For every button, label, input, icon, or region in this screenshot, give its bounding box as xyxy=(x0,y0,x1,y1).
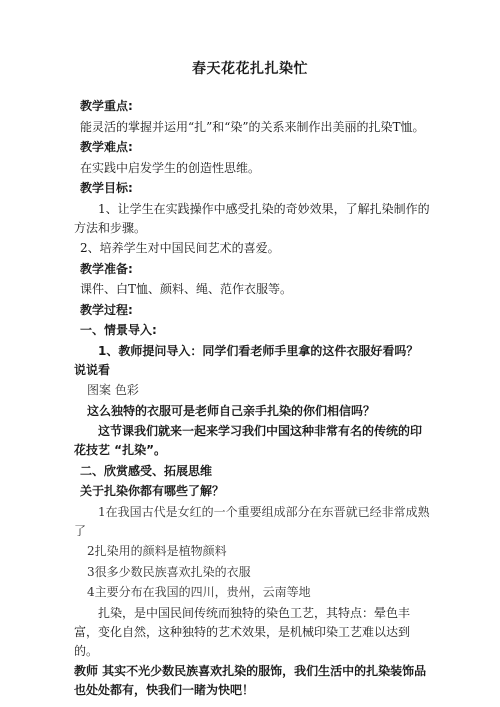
prep-heading: 教学准备: xyxy=(80,261,133,276)
prep-text: 课件、白T恤、颜料、绳、范作衣服等。 xyxy=(80,282,293,296)
section-1-heading: 一、情景导入: xyxy=(80,323,157,337)
about-question: 关于扎染你都有哪些了解？ xyxy=(80,484,225,498)
key-points-heading: 教学重点: xyxy=(80,99,133,113)
step-1-question: 1、教师提问导入：同学们看老师手里拿的这件衣服好看吗？说说看 xyxy=(74,343,419,377)
key-points-text: 能灵活的掌握并运用“扎”和“染”的关系来制作出美丽的扎染T恤。 xyxy=(80,119,425,134)
intro-line: 这节课我们就来一起来学习我们中国这种非常有名的传统的印花技艺 “扎染”。 xyxy=(74,424,423,457)
document-title: 春天花花扎扎染忙 xyxy=(192,61,308,77)
believe-question: 这么独特的衣服可是老师自己亲手扎染的你们相信吗？ xyxy=(87,403,376,418)
document-body xyxy=(74,97,430,702)
section-2-heading: 二、欣赏感受、拓展思维 xyxy=(80,463,213,478)
goals-heading: 教学目标: xyxy=(80,181,133,195)
fact-3: 3很多少数民族喜欢扎染的衣服 xyxy=(87,564,251,579)
fact-1: 1在我国古代是女红的一个重要组成部分在东晋就已经非常成熟了 xyxy=(74,504,430,538)
difficulty-heading: 教学难点: xyxy=(80,140,133,154)
difficulty-text: 在实践中启发学生的创造性思维。 xyxy=(80,160,261,175)
fact-4: 4主要分布在我国的四川，贵州，云南等地 xyxy=(87,585,311,599)
process-heading: 教学过程: xyxy=(80,302,133,317)
fact-2: 2扎染用的颜料是植物颜料 xyxy=(87,544,227,558)
goal-1: 1、让学生在实践操作中感受扎染的奇妙效果，了解扎染制作的方法和步骤。 xyxy=(74,201,430,235)
definition: 扎染，是中国民间传统而独特的染色工艺，其特点：晕色丰富，变化自然，这种独特的艺术效果，是机械印染工艺难以达到的。 xyxy=(74,605,411,658)
teacher-line: 教师 其实不光少数民族喜欢扎染的服饰，我们生活中的扎染装饰品也处处都有，快我们一睹为快吧！ xyxy=(74,664,427,697)
pattern-color-note: 图案 色彩 xyxy=(87,383,139,397)
goal-2: 2、培养学生对中国民间艺术的喜爱。 xyxy=(80,241,280,255)
